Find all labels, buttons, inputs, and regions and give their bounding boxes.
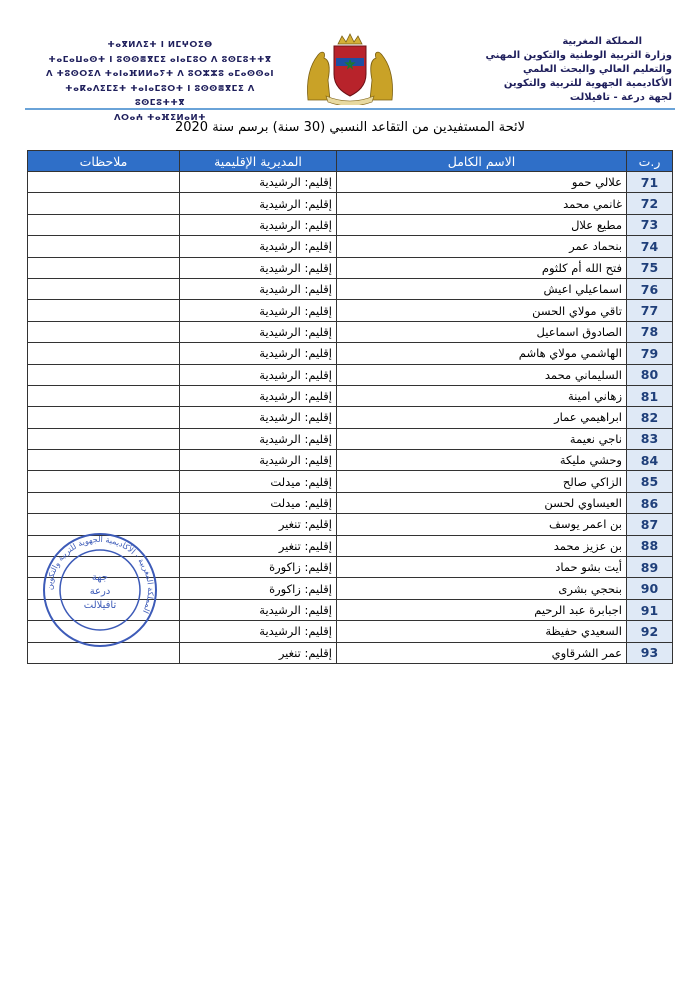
header-name: الاسم الكامل	[337, 151, 627, 172]
tifinagh-line: ⵜⴰⴳⵍⴷⵉⵜ ⵏ ⵍⵎⵖⵔⵉⴱ	[107, 40, 213, 50]
table-header-row	[28, 151, 673, 172]
row-notes	[28, 321, 180, 342]
table-row	[28, 214, 673, 235]
row-number: 83	[627, 428, 673, 449]
arabic-line: الأكاديمية الجهوية للتربية والتكوين	[503, 78, 672, 89]
row-number: 87	[627, 514, 673, 535]
row-notes	[28, 236, 180, 257]
row-directorate: إقليم: الرشيدية	[180, 278, 337, 299]
row-number: 91	[627, 599, 673, 620]
row-full-name: السليماني محمد	[337, 364, 627, 385]
row-full-name: وحشي مليكة	[337, 450, 627, 471]
row-notes	[28, 492, 180, 513]
table-row	[28, 492, 673, 513]
row-notes	[28, 471, 180, 492]
row-directorate: إقليم: زاكورة	[180, 578, 337, 599]
row-full-name: غانمي محمد	[337, 193, 627, 214]
tifinagh-line: ⵜⴰⵎⴰⵡⴰⵙⵜ ⵏ ⵓⵙⵙⴻⴳⵎⵉ ⴰⵏⴰⵎⵓⵔ ⴷ ⵓⵙⵎⵓⵜⵜⴳ	[48, 54, 272, 65]
row-notes	[28, 300, 180, 321]
row-full-name: العيساوي لحسن	[337, 492, 627, 513]
row-directorate: إقليم: ميدلت	[180, 492, 337, 513]
row-full-name: اسماعيلي اعيش	[337, 278, 627, 299]
row-number: 92	[627, 621, 673, 642]
tifinagh-line: ⴷ ⵜⵓⵙⵔⵉⴷ ⵜⴰⵏⴰⴼⵍⵍⴰⵢⵜ ⴷ ⵓⵔⵣⵣⵓ ⴰⵎⴰⵙⵙⴰⵏ	[45, 69, 275, 79]
row-number: 82	[627, 407, 673, 428]
row-number: 76	[627, 278, 673, 299]
row-directorate: إقليم: الرشيدية	[180, 364, 337, 385]
row-directorate: إقليم: الرشيدية	[180, 236, 337, 257]
row-full-name: الصادوق اسماعيل	[337, 321, 627, 342]
official-stamp	[40, 530, 160, 650]
header-arabic	[422, 35, 672, 105]
row-full-name: الزاكي صالح	[337, 471, 627, 492]
row-number: 75	[627, 257, 673, 278]
table-row	[28, 450, 673, 471]
row-notes	[28, 364, 180, 385]
table-row	[28, 321, 673, 342]
row-number: 86	[627, 492, 673, 513]
row-directorate: إقليم: الرشيدية	[180, 407, 337, 428]
row-directorate: إقليم: الرشيدية	[180, 193, 337, 214]
row-number: 81	[627, 385, 673, 406]
row-notes	[28, 343, 180, 364]
table-row	[28, 172, 673, 193]
row-number: 71	[627, 172, 673, 193]
header-directorate: المديرية الإقليمية	[180, 151, 337, 172]
row-full-name: عمر الشرقاوي	[337, 642, 627, 663]
row-full-name: اجبابرة عبد الرحيم	[337, 599, 627, 620]
row-notes	[28, 193, 180, 214]
row-notes	[28, 278, 180, 299]
row-number: 74	[627, 236, 673, 257]
table-row	[28, 407, 673, 428]
row-full-name: بنحجي بشرى	[337, 578, 627, 599]
row-directorate: إقليم: الرشيدية	[180, 428, 337, 449]
coat-of-arms-emblem	[300, 30, 400, 105]
row-full-name: بن عزيز محمد	[337, 535, 627, 556]
row-number: 72	[627, 193, 673, 214]
row-number: 93	[627, 642, 673, 663]
row-notes	[28, 407, 180, 428]
row-notes	[28, 385, 180, 406]
row-directorate: إقليم: الرشيدية	[180, 599, 337, 620]
table-row	[28, 428, 673, 449]
row-directorate: إقليم: ميدلت	[180, 471, 337, 492]
arabic-line: وزارة التربية الوطنية والتكوين المهني	[485, 50, 672, 61]
row-directorate: إقليم: الرشيدية	[180, 450, 337, 471]
arabic-line: لجهة درعة - تافيلالت	[569, 92, 672, 103]
row-full-name: فتح الله أم كلثوم	[337, 257, 627, 278]
row-notes	[28, 428, 180, 449]
table-row	[28, 257, 673, 278]
row-directorate: إقليم: تنغير	[180, 642, 337, 663]
row-full-name: زهاني امينة	[337, 385, 627, 406]
table-row	[28, 193, 673, 214]
header-tifinagh	[40, 38, 280, 125]
row-directorate: إقليم: الرشيدية	[180, 343, 337, 364]
row-directorate: إقليم: الرشيدية	[180, 214, 337, 235]
row-full-name: السعيدي حفيظة	[337, 621, 627, 642]
row-number: 78	[627, 321, 673, 342]
document-title: لائحة المستفيدين من التقاعد النسبي (30 سنة) برسم سنة 2020	[174, 120, 526, 135]
row-directorate: إقليم: الرشيدية	[180, 621, 337, 642]
header-num: ر.ت	[627, 151, 673, 172]
table-row	[28, 343, 673, 364]
row-full-name: ناجي نعيمة	[337, 428, 627, 449]
row-number: 90	[627, 578, 673, 599]
header-notes: ملاحظات	[28, 151, 180, 172]
row-notes	[28, 172, 180, 193]
row-directorate: إقليم: الرشيدية	[180, 321, 337, 342]
header-divider	[25, 108, 675, 110]
row-number: 77	[627, 300, 673, 321]
row-full-name: ابراهيمي عمار	[337, 407, 627, 428]
row-notes	[28, 214, 180, 235]
row-directorate: إقليم: زاكورة	[180, 557, 337, 578]
row-directorate: إقليم: تنغير	[180, 514, 337, 535]
table-row	[28, 471, 673, 492]
row-directorate: إقليم: تنغير	[180, 535, 337, 556]
row-full-name: مطيع علال	[337, 214, 627, 235]
row-directorate: إقليم: الرشيدية	[180, 172, 337, 193]
stamp-line: جهة	[91, 572, 109, 583]
row-full-name: الهاشمي مولاي هاشم	[337, 343, 627, 364]
row-notes	[28, 450, 180, 471]
row-number: 88	[627, 535, 673, 556]
row-number: 84	[627, 450, 673, 471]
table-row	[28, 385, 673, 406]
row-directorate: إقليم: الرشيدية	[180, 300, 337, 321]
row-number: 73	[627, 214, 673, 235]
table-row	[28, 364, 673, 385]
row-full-name: تاقي مولاي الحسن	[337, 300, 627, 321]
row-directorate: إقليم: الرشيدية	[180, 257, 337, 278]
row-full-name: بن اعمر يوسف	[337, 514, 627, 535]
row-number: 80	[627, 364, 673, 385]
row-full-name: أيت بشو حماد	[337, 557, 627, 578]
row-number: 79	[627, 343, 673, 364]
table-row	[28, 236, 673, 257]
arabic-line: والتعليم العالي والبحث العلمي	[522, 64, 672, 75]
table-row	[28, 278, 673, 299]
tifinagh-line: ⵜⴰⴽⴰⴷⵉⵎⵉⵜ ⵜⴰⵏⴰⵎⵓⵔⵜ ⵏ ⵓⵙⵙⴻⴳⵎⵉ ⴷ ⵓⵙⵎⵓⵜⵜⴳ	[65, 83, 255, 108]
tifinagh-line: ⴷⵔⴰⵄ ⵜⴰⴼⵉⵍⴰⵍⵜ	[113, 112, 207, 123]
row-full-name: بنحماد عمر	[337, 236, 627, 257]
row-full-name: علالي حمو	[337, 172, 627, 193]
row-directorate: إقليم: الرشيدية	[180, 385, 337, 406]
stamp-outer-text: المملكة المغربية - الأكاديمية الجهوية للتربية والتكوين	[44, 534, 156, 615]
table-row	[28, 300, 673, 321]
row-notes	[28, 257, 180, 278]
stamp-line: درعة	[89, 586, 111, 597]
arabic-line: المملكة المغربية	[562, 36, 642, 47]
row-number: 89	[627, 557, 673, 578]
row-number: 85	[627, 471, 673, 492]
stamp-line: تافيلالت	[83, 600, 117, 611]
